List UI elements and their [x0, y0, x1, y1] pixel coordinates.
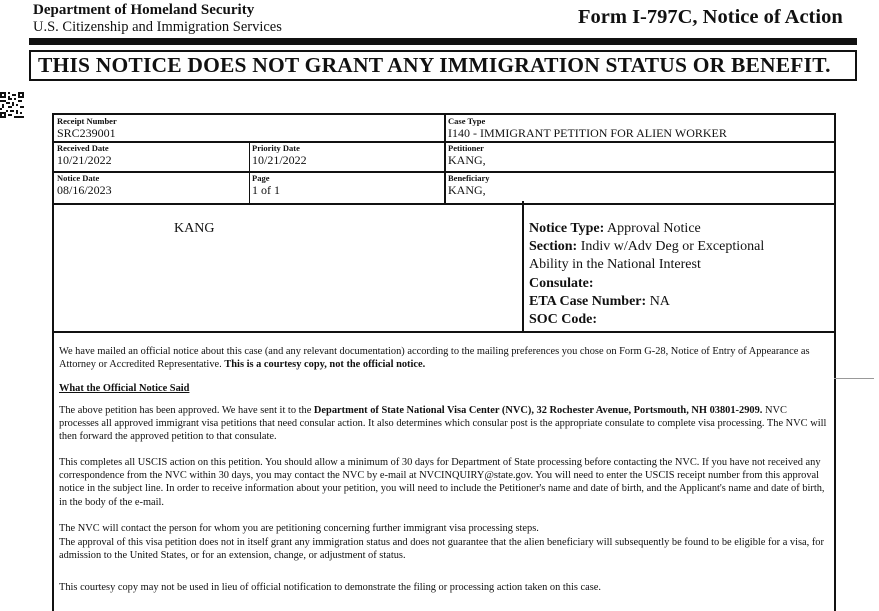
- scan-artifact: [834, 378, 874, 379]
- case-info-table: [52, 113, 836, 205]
- warning-banner: [29, 50, 857, 81]
- header-rule: [29, 38, 857, 45]
- beneficiary-label: Beneficiary: [448, 173, 490, 183]
- address-notice-section: [52, 201, 836, 333]
- received-date-label: Received Date: [57, 143, 109, 153]
- notice-details: [529, 220, 829, 329]
- case-type: I140 - IMMIGRANT PETITION FOR ALIEN WORKER: [448, 126, 727, 140]
- soc-label: SOC Code:: [529, 312, 598, 328]
- paragraph-courtesy-copy: We have mailed an official notice about this case (and any relevant documentation) according to the mailing preferences you chose on Form G-28, Notice of Entry of Appearance as Attorney or Accredited Representative. This is a courtesy copy, not the official notice.: [59, 346, 810, 371]
- case-type-label: Case Type: [448, 116, 486, 126]
- agency-name: Department of Homeland Security: [33, 2, 255, 18]
- eta-line: [529, 293, 829, 311]
- official-notice-heading: What the Official Notice Said: [59, 383, 190, 394]
- paragraph-nvc-contact: The NVC will contact the person for whom you are petitioning concerning further immigrant visa processing steps.: [59, 523, 539, 534]
- priority-date: 10/21/2022: [252, 153, 307, 167]
- eta-value: NA: [649, 293, 670, 309]
- warning-banner-text: THIS NOTICE DOES NOT GRANT ANY IMMIGRATION STATUS OR BENEFIT.: [38, 53, 831, 77]
- notice-type-value: Approval Notice: [607, 221, 701, 236]
- petitioner-name: KANG,: [448, 153, 486, 167]
- notice-date-label: Notice Date: [57, 173, 100, 183]
- notice-type-line: [529, 220, 829, 238]
- petitioner-label: Petitioner: [448, 143, 484, 153]
- paragraph-approval-disclaimer: The approval of this visa petition does not in itself grant any immigration status and does not guarantee that the alien beneficiary will subsequently be found to be eligible for a visa, for admission to the United States, or for an extension, change, or adjustment of status.: [59, 537, 824, 562]
- page-label: Page: [252, 173, 270, 183]
- notice-type-label: Notice Type:: [529, 221, 605, 236]
- consulate-label: Consulate:: [529, 275, 594, 291]
- priority-date-label: Priority Date: [252, 143, 300, 153]
- form-title: Form I-797C, Notice of Action: [578, 6, 843, 28]
- section-label: Section:: [529, 239, 578, 255]
- receipt-number-label: Receipt Number: [57, 116, 117, 126]
- section-value-2: Ability in the National Interest: [529, 257, 701, 273]
- subagency-name: U.S. Citizenship and Immigration Services: [33, 19, 282, 35]
- receipt-number: SRC239001: [57, 126, 116, 140]
- paragraph-courtesy-limitation: This courtesy copy may not be used in lieu of official notification to demonstrate the filing or processing action taken on this case.: [59, 582, 602, 593]
- notice-date: 08/16/2023: [57, 183, 112, 197]
- section-value-1: Indiv w/Adv Deg or Exceptional: [580, 239, 765, 255]
- section-line: [529, 238, 829, 256]
- qr-code-icon: [0, 92, 24, 118]
- received-date: 10/21/2022: [57, 153, 112, 167]
- beneficiary-name: KANG,: [448, 183, 486, 197]
- paragraph-uscis-action: This completes all USCIS action on this petition. You should allow a minimum of 30 days for Department of State processing before contacting the NVC. If you have not received any correspondence from the NVC within 30 days, you may contact the NVC by e-mail at NVCINQUIRY@state.gov. You will need to enter the USCIS receipt number from this approval notice in the subject line. In order to receive information about your petition, you will need to include the Petitioner's name and date of birth, and the Applicant's name and date of birth, in the body of the e-mail.: [59, 457, 825, 508]
- page-number: 1 of 1: [252, 183, 280, 197]
- paragraph-approved: The above petition has been approved. We have sent it to the Department of State National Visa Center (NVC), 32 Rochester Avenue, Portsmouth, NH 03801-2909. NVC processes all approved immigrant visa petitions that need consular action. It also determines which consular post is the appropriate consulate to complete visa processing. The NVC will then forward the approved petition to that consulate.: [59, 405, 827, 443]
- eta-label: ETA Case Number:: [529, 293, 647, 309]
- addressee-name: KANG: [174, 221, 215, 236]
